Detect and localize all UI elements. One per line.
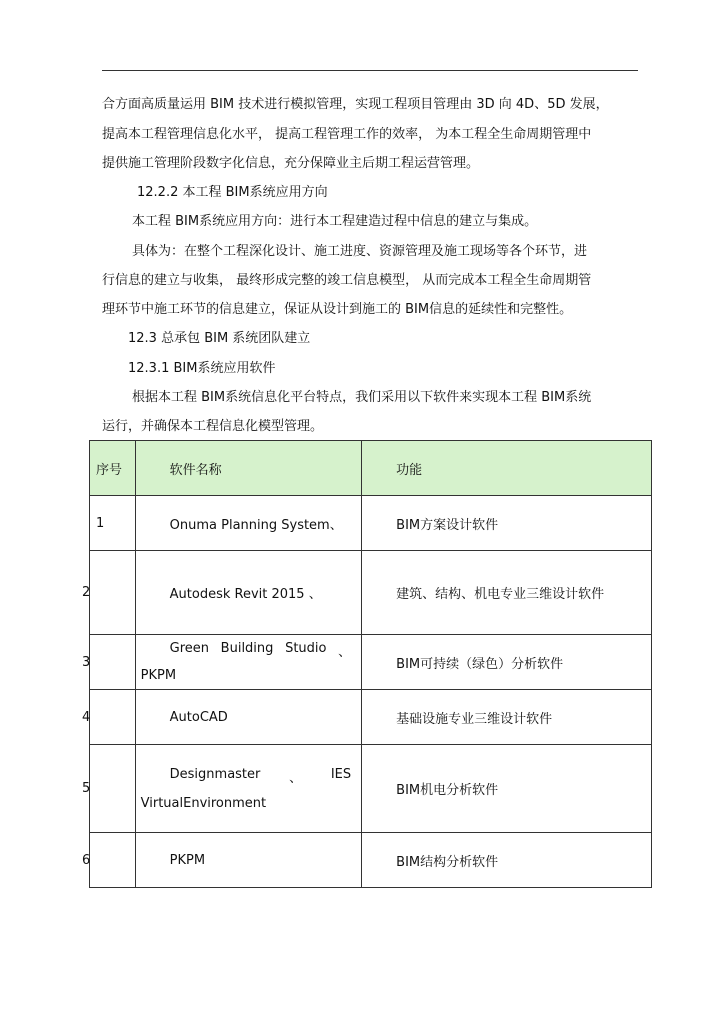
header-rule — [102, 70, 638, 71]
cell-function: BIM结构分析软件 — [362, 833, 652, 888]
table-row — [90, 635, 652, 690]
table-row — [90, 745, 652, 833]
cell-no: 1 — [90, 496, 136, 551]
cell-no: 6 — [90, 833, 136, 888]
section-heading-12-2-2: 12.2.2 本工程 BIM系统应用方向 — [137, 185, 328, 200]
section-heading-12-3-1: 12.3.1 BIM系统应用软件 — [128, 361, 276, 376]
paragraph-line-6: 行信息的建立与收集， 最终形成完整的竣工信息模型， 从而完成本工程全生命周期管 — [102, 273, 592, 288]
header-cell-function: 功能 — [362, 441, 652, 496]
cell-function: 建筑、结构、机电专业三维设计软件 — [362, 551, 652, 635]
table-row — [90, 833, 652, 888]
cell-function: BIM可持续（绿色）分析软件 — [362, 635, 652, 690]
cell-function: 基础设施专业三维设计软件 — [362, 690, 652, 745]
paragraph-line-2: 提高本工程管理信息化水平， 提高工程管理工作的效率， 为本工程全生命周期管理中 — [102, 127, 592, 142]
cell-name: PKPM — [135, 833, 362, 888]
paragraph-line-7: 理环节中施工环节的信息建立，保证从设计到施工的 BIM信息的延续性和完整性。 — [102, 302, 573, 317]
cell-no: 5 — [90, 745, 136, 833]
cell-function: BIM方案设计软件 — [362, 496, 652, 551]
paragraph-line-8: 根据本工程 BIM系统信息化平台特点，我们采用以下软件来实现本工程 BIM系统 — [132, 390, 592, 405]
cell-no: 2 — [90, 551, 136, 635]
cell-no: 3 — [90, 635, 136, 690]
software-table — [82, 440, 652, 888]
cell-name: Designmaster 、 IES VirtualEnvironment — [135, 745, 362, 833]
header-cell-name: 软件名称 — [135, 441, 362, 496]
paragraph-line-5: 具体为：在整个工程深化设计、施工进度、资源管理及施工现场等各个环节，进 — [132, 244, 588, 259]
cell-name: Onuma Planning System、 — [135, 496, 362, 551]
cell-name: AutoCAD — [135, 690, 362, 745]
cell-no: 4 — [90, 690, 136, 745]
cell-function: BIM机电分析软件 — [362, 745, 652, 833]
table-header-row — [90, 441, 652, 496]
table-row — [90, 690, 652, 745]
table-row — [90, 496, 652, 551]
table-row — [90, 551, 652, 635]
cell-name: Green Building Studio 、 PKPM — [135, 635, 362, 690]
cell-name: Autodesk Revit 2015 、 — [135, 551, 362, 635]
paragraph-line-1: 合方面高质量运用 BIM 技术进行模拟管理，实现工程项目管理由 3D 向 4D、5D 发展， — [102, 97, 609, 112]
section-heading-12-3: 12.3 总承包 BIM 系统团队建立 — [128, 331, 311, 346]
paragraph-line-4: 本工程 BIM系统应用方向：进行本工程建造过程中信息的建立与集成。 — [132, 214, 538, 229]
paragraph-line-9: 运行，并确保本工程信息化模型管理。 — [102, 419, 324, 434]
header-cell-no: 序号 — [90, 441, 136, 496]
paragraph-line-3: 提供施工管理阶段数字化信息，充分保障业主后期工程运营管理。 — [102, 156, 480, 171]
